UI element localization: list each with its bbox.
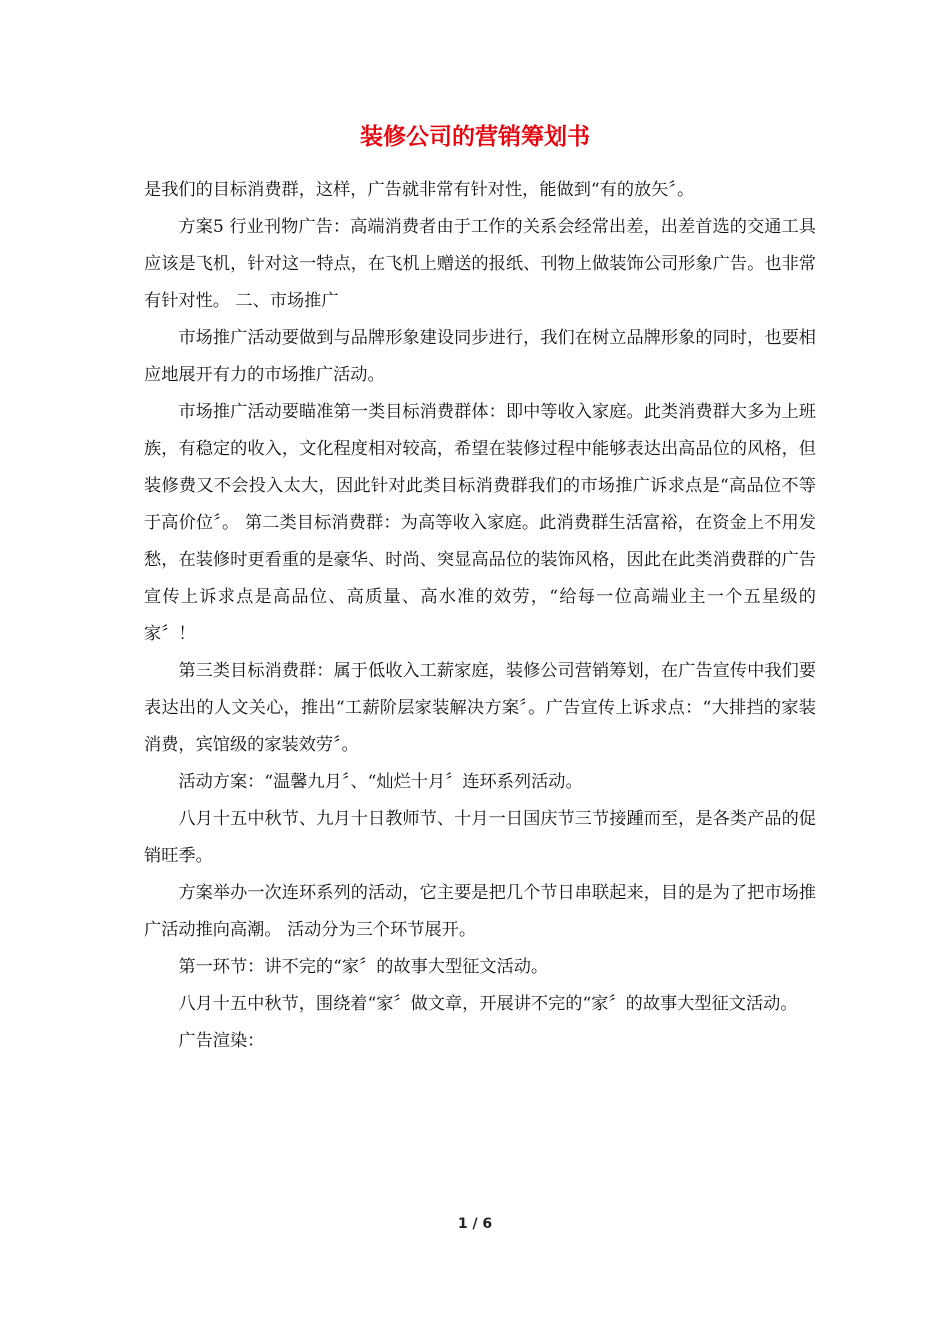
paragraph-continuation: 是我们的目标消费群，这样，广告就非常有针对性，能做到“有的放矢〞。 (144, 180, 695, 200)
paragraph-series-activity: 方案举办一次连环系列的活动，它主要是把几个节日串联起来，目的是为了把市场推广活动推向高潮。 活动分为三个环节展开。 (144, 883, 816, 940)
paragraph-activity-plan: 活动方案：“温馨九月〞、“灿烂十月〞连环系列活动。 (178, 772, 583, 792)
paragraph-mid-autumn: 八月十五中秋节，围绕着“家〞做文章，开展讲不完的“家〞的故事大型征文活动。 (178, 994, 798, 1014)
paragraph-holidays: 八月十五中秋节、九月十日教师节、十月一日国庆节三节接踵而至，是各类产品的促销旺季。 (144, 809, 816, 866)
paragraph-plan-5: 方案5 行业刊物广告：高端消费者由于工作的关系会经常出差，出差首选的交通工具应该是飞机，针对这一特点，在飞机上赠送的报纸、刊物上做装饰公司形象广告。也非常有针对性。 二、市场推广 (144, 217, 816, 311)
page-number: 1 / 6 (457, 1216, 493, 1232)
document-body (144, 172, 816, 1060)
page-title: 装修公司的营销筹划书 (360, 124, 590, 150)
paragraph-third-group: 第三类目标消费群：属于低收入工薪家庭，装修公司营销筹划，在广告宣传中我们要表达出的人文关心，推出“工薪阶层家装解决方案〞。广告宣传上诉求点：“大排挡的家装消费，宾馆级的家装效劳〞。 (144, 661, 816, 755)
paragraph-stage-one: 第一环节：讲不完的“家〞的故事大型征文活动。 (178, 957, 549, 977)
paragraph-target-groups: 市场推广活动要瞄准第一类目标消费群体：即中等收入家庭。此类消费群大多为上班族，有稳定的收入，文化程度相对较高，希望在装修过程中能够表达出高品位的风格，但装修费又不会投入太大，因此针对此类目标消费群我们的市场推广诉求点是“高品位不等于高价位〞。 第二类目标消费群：为高等收入家庭。此消费群生活富裕，在资金上不用发愁，在装修时更看重的是豪华、时尚、突显高品位的装饰风格，因此在此类消费群的广告宣传上诉求点是高品位、高质量、高水准的效劳，“给每一位高端业主一个五星级的家〞！ (144, 402, 816, 644)
paragraph-ad-rendering: 广告渲染： (178, 1031, 265, 1051)
paragraph-market-promotion: 市场推广活动要做到与品牌形象建设同步进行，我们在树立品牌形象的同时，也要相应地展开有力的市场推广活动。 (144, 328, 816, 385)
